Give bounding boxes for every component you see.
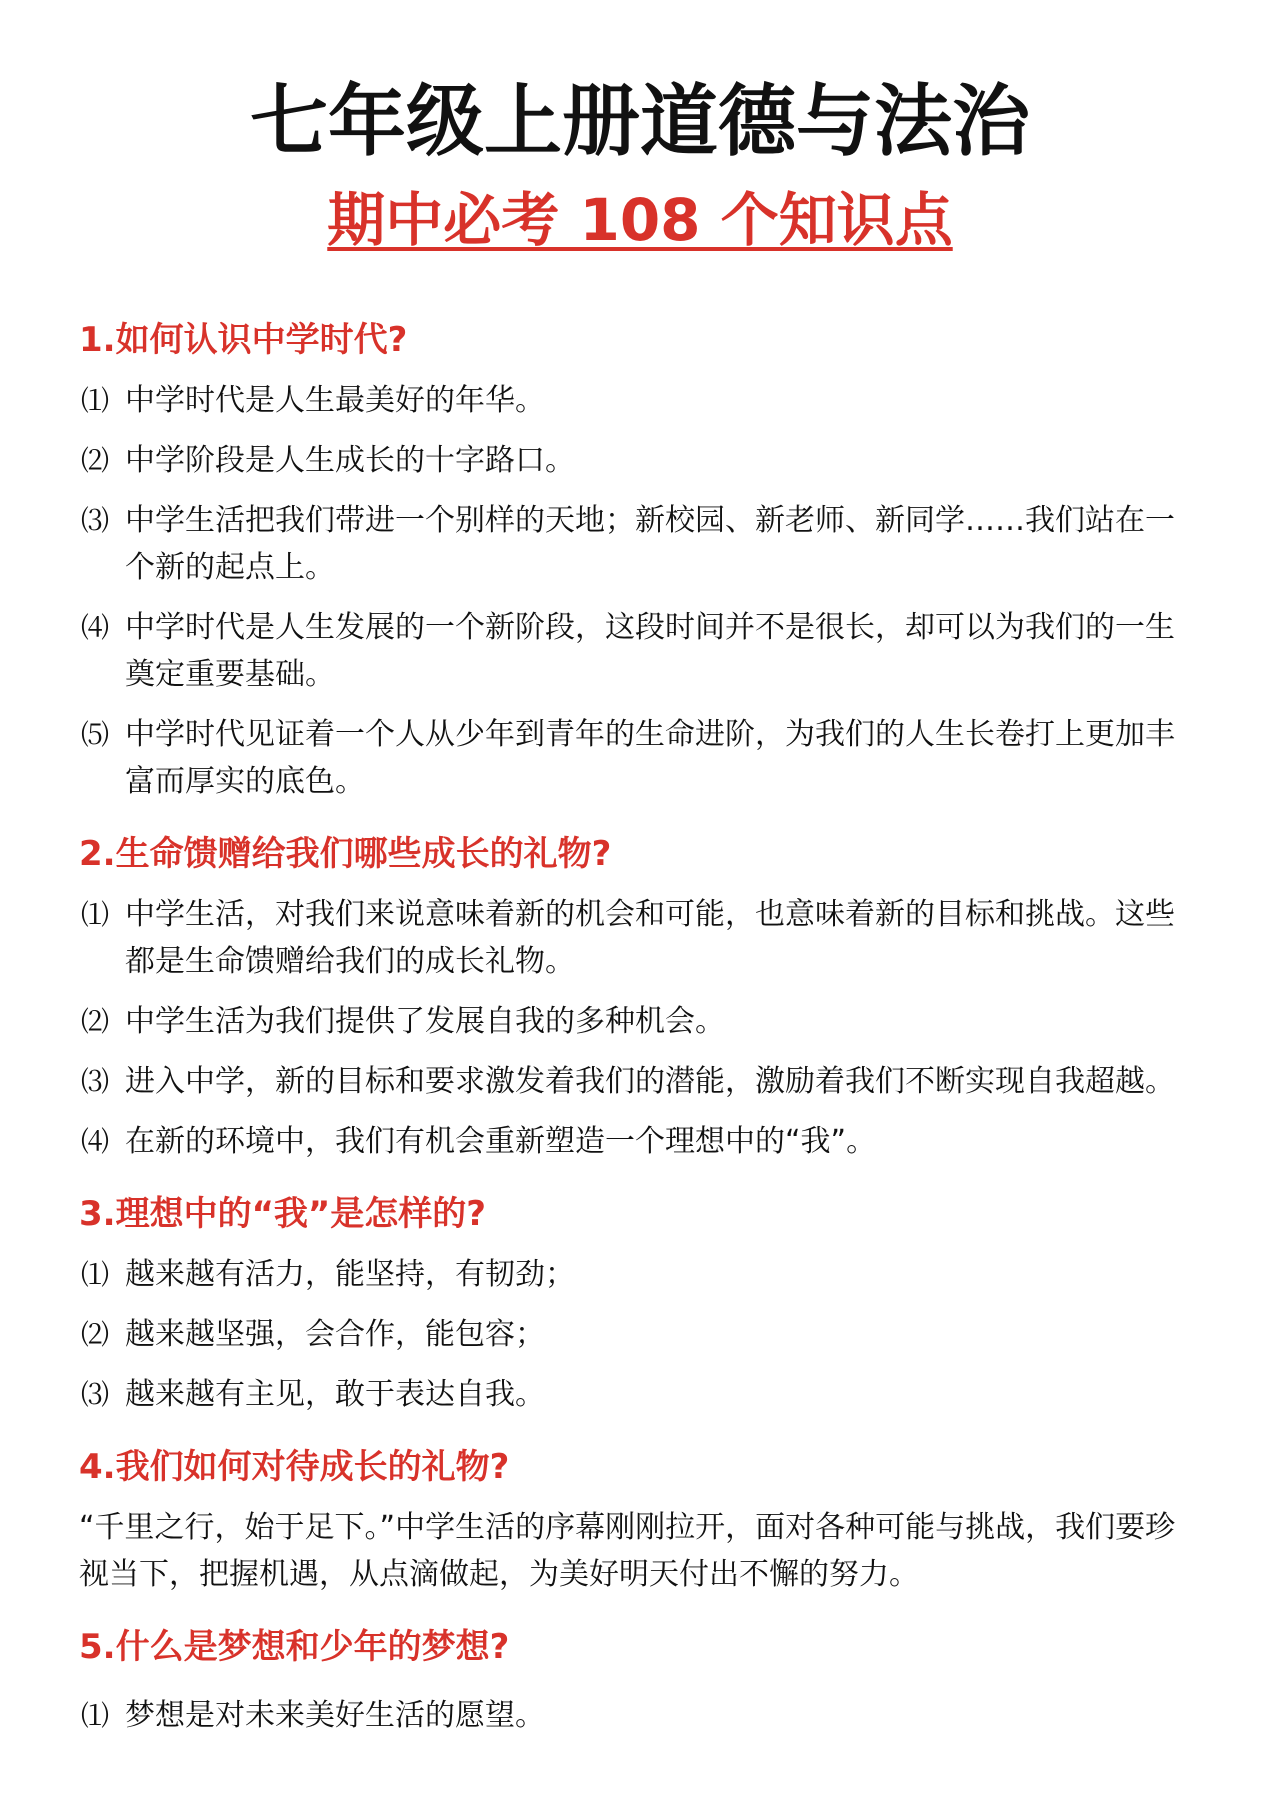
section-heading: 1.如何认识中学时代? [79,320,408,360]
section-3 [79,1178,1239,1418]
section-heading: 4.我们如何对待成长的礼物? [79,1447,510,1487]
list-item [81,711,1239,805]
item-marker: ⑷ [81,1125,110,1158]
item-marker: ⑴ [81,1258,110,1291]
item-text: 在新的环境中，我们有机会重新塑造一个理想中的“我”。 [125,1124,877,1159]
item-marker: ⑷ [81,611,110,644]
list-item [81,497,1239,591]
list-item [81,998,1239,1045]
list-item [81,1058,1239,1105]
item-marker: ⑴ [81,898,110,931]
section-paragraph: “千里之行，始于足下。”中学生活的序幕刚刚拉开，面对各种可能与挑战，我们要珍视当下，把握机遇，从点滴做起，为美好明天付出不懈的努力。 [79,1510,1176,1592]
item-text: 进入中学，新的目标和要求激发着我们的潜能，激励着我们不断实现自我超越。 [125,1064,1175,1099]
list-item [81,437,1239,484]
item-marker: ⑵ [81,444,110,477]
item-marker: ⑸ [81,718,110,751]
section-heading: 2.生命馈赠给我们哪些成长的礼物? [79,834,612,874]
item-marker: ⑵ [81,1318,110,1351]
list-item [81,1118,1239,1165]
item-text: 中学时代是人生最美好的年华。 [125,383,545,418]
section-heading: 5.什么是梦想和少年的梦想? [79,1627,510,1667]
item-text: 中学生活为我们提供了发展自我的多种机会。 [125,1004,725,1039]
section-2 [79,818,1239,1165]
item-text: 中学时代是人生发展的一个新阶段，这段时间并不是很长，却可以为我们的一生奠定重要基础。 [125,610,1175,692]
section-4 [79,1431,1239,1598]
section-5 [79,1611,1239,1739]
item-marker: ⑴ [81,384,110,417]
item-text: 中学生活，对我们来说意味着新的机会和可能，也意味着新的目标和挑战。这些都是生命馈赠给我们的成长礼物。 [125,897,1175,979]
item-text: 中学时代见证着一个人从少年到青年的生命进阶，为我们的人生长卷打上更加丰富而厚实的底色。 [125,717,1175,799]
item-text: 越来越有主见，敢于表达自我。 [125,1377,545,1412]
page-subtitle [0,187,1280,253]
list-item [81,1371,1239,1418]
item-text: 中学生活把我们带进一个别样的天地；新校园、新老师、新同学……我们站在一个新的起点上。 [125,503,1175,585]
page-title: 七年级上册道德与法治 [249,77,1030,167]
item-text: 越来越有活力，能坚持，有韧劲； [125,1257,575,1292]
item-marker: ⑴ [81,1699,110,1732]
item-text: 梦想是对未来美好生活的愿望。 [125,1698,545,1733]
document-body [79,317,1239,1752]
list-item [81,1692,1239,1739]
item-marker: ⑶ [81,504,110,537]
list-item [81,377,1239,424]
item-marker: ⑶ [81,1378,110,1411]
list-item [81,1311,1239,1358]
item-text: 中学阶段是人生成长的十字路口。 [125,443,575,478]
item-marker: ⑶ [81,1065,110,1098]
list-item [81,1251,1239,1298]
section-1 [79,317,1239,805]
list-item [81,604,1239,698]
list-item [81,891,1239,985]
page-subtitle-text: 期中必考 108 个知识点 [327,186,953,254]
item-marker: ⑵ [81,1005,110,1038]
section-heading: 3.理想中的“我”是怎样的? [79,1194,486,1234]
item-text: 越来越坚强，会合作，能包容； [125,1317,545,1352]
